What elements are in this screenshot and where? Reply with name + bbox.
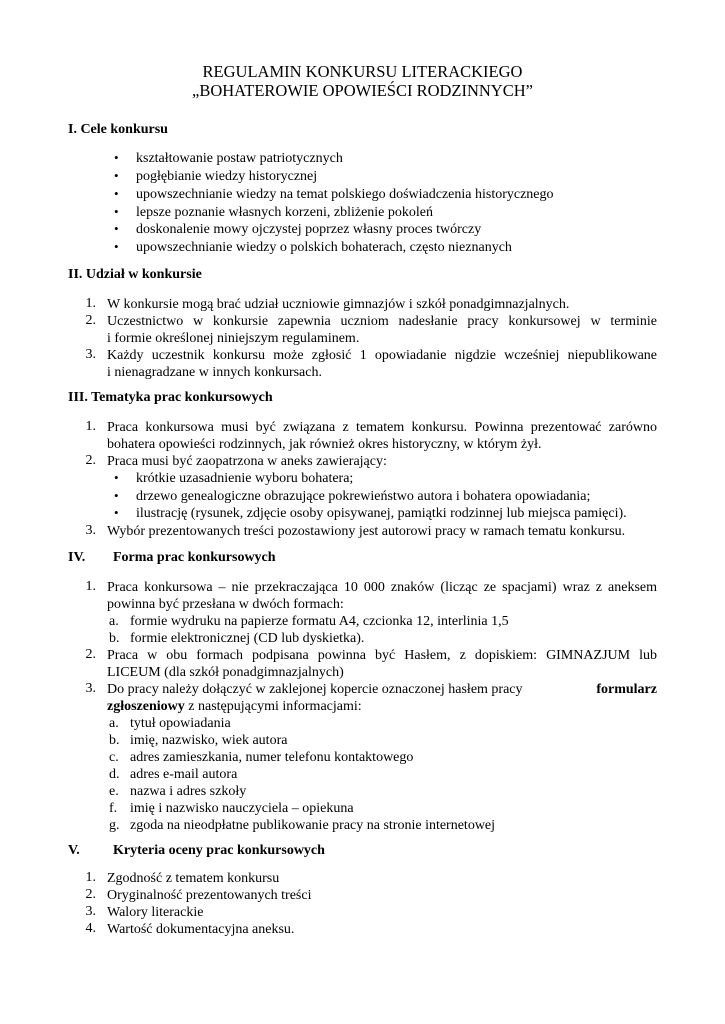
sub-list-marker: c. (109, 750, 119, 765)
list-item: kształtowanie postaw patriotycznych (136, 151, 343, 166)
list-item: Praca konkursowa – nie przekraczająca 10 000 znaków (licząc ze spacjami) wraz z aneksem (107, 580, 657, 595)
section-4-title: Forma prac konkursowych (113, 550, 276, 565)
section-4-number: IV. (68, 550, 86, 565)
list-item: lepsze poznanie własnych korzeni, zbliżenie pokoleń (136, 205, 433, 220)
section-2-heading: II. Udział w konkursie (68, 267, 202, 282)
list-item-continuation: bohatera opowieści rodzinnych, jak również okres historyczny, w którym żył. (107, 437, 542, 452)
list-item: upowszechnianie wiedzy o polskich bohaterach, często nieznanych (136, 240, 512, 255)
list-item-continuation: i nienagradzane w innych konkursach. (107, 365, 322, 380)
list-item: pogłębianie wiedzy historycznej (136, 169, 318, 184)
sub-list-item: formie elektronicznej (CD lub dyskietka). (130, 631, 365, 646)
list-marker: 3. (85, 681, 96, 696)
list-item-text: z następującymi informacjami: (188, 699, 362, 714)
sub-list-marker: f. (109, 801, 118, 816)
list-item: Oryginalność prezentowanych treści (107, 888, 312, 903)
list-marker: 2. (85, 887, 96, 902)
bullet-icon: • (114, 168, 119, 183)
list-item: Praca w obu formach podpisana powinna być Hasłem, z dopiskiem: GIMNAZJUM lub (107, 648, 657, 663)
sub-list-marker: g. (109, 818, 120, 833)
list-marker: 1. (85, 579, 96, 594)
sub-list-item: ilustrację (rysunek, zdjęcie osoby opisywanej, pamiątki rodzinnej lub miejsca pamięci). (136, 506, 627, 521)
sub-list-marker: a. (109, 716, 119, 731)
sub-list-marker: b. (109, 733, 120, 748)
list-marker: 1. (85, 419, 96, 434)
sub-list-item: zgoda na nieodpłatne publikowanie pracy na stronie internetowej (130, 818, 496, 833)
list-item: doskonalenie mowy ojczystej poprzez własny proces twórczy (136, 222, 482, 237)
list-item: Uczestnictwo w konkursie zapewnia uczniom nadesłanie pracy konkursowej w terminie (107, 314, 657, 329)
list-item-continuation: powinna być przesłana w dwóch formach: (107, 597, 344, 612)
list-marker: 1. (85, 296, 96, 311)
list-item: Każdy uczestnik konkursu może zgłosić 1 opowiadanie nigdzie wcześniej niepublikowane (107, 348, 657, 363)
list-item-text: Do pracy należy dołączyć w zaklejonej kopercie oznaczonej hasłem pracy (107, 682, 523, 697)
bullet-icon: • (114, 239, 119, 254)
sub-list-item: nazwa i adres szkoły (130, 784, 247, 799)
sub-list-marker: b. (109, 631, 120, 646)
bullet-icon: • (114, 204, 119, 219)
sub-list-item: adres zamieszkania, numer telefonu kontaktowego (130, 750, 414, 765)
sub-list-item: imię, nazwisko, wiek autora (130, 733, 288, 748)
list-item: Wartość dokumentacyjna aneksu. (107, 922, 295, 937)
bullet-icon: • (114, 221, 119, 236)
list-item-continuation: LICEUM (dla szkół ponadgimnazjalnych) (107, 665, 344, 680)
list-item: W konkursie mogą brać udział uczniowie gimnazjów i szkół ponadgimnazjalnych. (107, 297, 570, 312)
form-name-bold: formularz (596, 682, 657, 697)
list-item: Zgodność z tematem konkursu (107, 871, 280, 886)
list-item: Walory literackie (107, 905, 204, 920)
list-marker: 2. (85, 647, 96, 662)
list-marker: 4. (85, 921, 96, 936)
section-5-number: V. (68, 843, 80, 858)
list-item: Praca musi być zaopatrzona w aneks zawierający: (107, 454, 387, 469)
section-1-heading: I. Cele konkursu (68, 122, 168, 137)
sub-list-item: krótkie uzasadnienie wyboru bohatera; (136, 471, 354, 486)
form-name-bold: zgłoszeniowy (107, 699, 185, 714)
document-title-line-1: REGULAMIN KONKURSU LITERACKIEGO (202, 62, 523, 81)
sub-list-marker: a. (109, 614, 119, 629)
sub-list-marker: e. (109, 784, 119, 799)
list-item-continuation: i formie określonej niniejszym regulaminem. (107, 331, 360, 346)
list-marker: 3. (85, 523, 96, 538)
list-item-continuation (107, 698, 362, 715)
bullet-icon: • (114, 186, 119, 201)
list-marker: 3. (85, 904, 96, 919)
sub-list-item: tytuł opowiadania (130, 716, 231, 731)
sub-list-item: adres e-mail autora (130, 767, 238, 782)
sub-list-marker: d. (109, 767, 120, 782)
list-item: Wybór prezentowanych treści pozostawiony jest autorowi pracy w ramach tematu konkursu. (107, 524, 626, 539)
document-title-line-2: „BOHATEROWIE OPOWIEŚCI RODZINNYCH” (192, 81, 533, 100)
bullet-icon: • (114, 470, 119, 485)
sub-list-item: imię i nazwisko nauczyciela – opiekuna (130, 801, 354, 816)
bullet-icon: • (114, 488, 119, 503)
list-item: upowszechnianie wiedzy na temat polskiego doświadczenia historycznego (136, 187, 554, 202)
list-marker: 2. (85, 453, 96, 468)
section-5-title: Kryteria oceny prac konkursowych (113, 843, 325, 858)
section-5-heading (68, 843, 325, 859)
bullet-icon: • (114, 150, 119, 165)
list-item (107, 681, 657, 698)
list-item: Praca konkursowa musi być związana z tematem konkursu. Powinna prezentować zarówno (107, 420, 657, 435)
list-marker: 3. (85, 347, 96, 362)
bullet-icon: • (114, 505, 119, 520)
section-3-heading: III. Tematyka prac konkursowych (68, 390, 273, 405)
section-4-heading (68, 550, 276, 566)
sub-list-item: formie wydruku na papierze formatu A4, czcionka 12, interlinia 1,5 (130, 614, 509, 629)
list-marker: 1. (85, 870, 96, 885)
list-marker: 2. (85, 313, 96, 328)
sub-list-item: drzewo genealogiczne obrazujące pokrewieństwo autora i bohatera opowiadania; (136, 489, 591, 504)
